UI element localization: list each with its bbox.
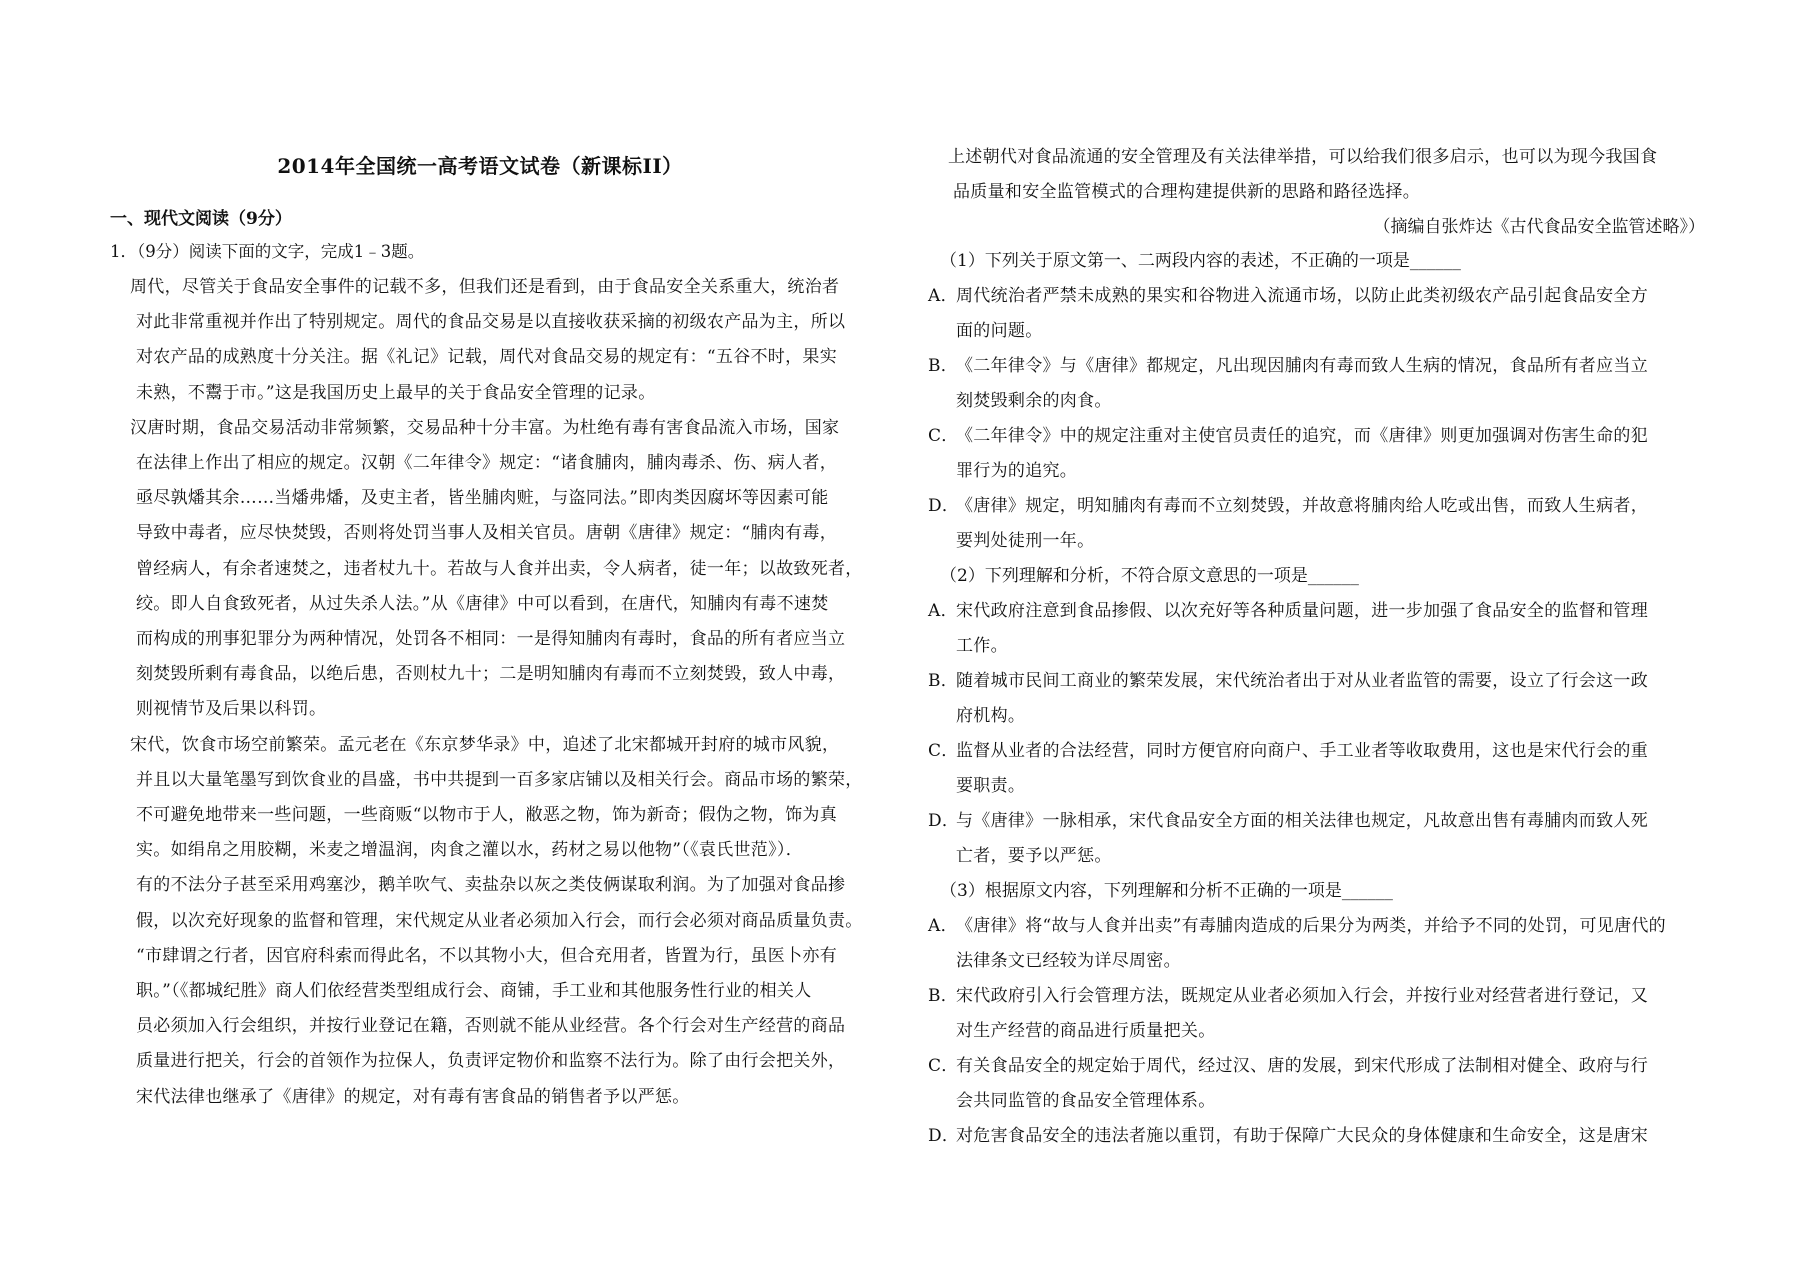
question-stem: （2）下列理解和分析，不符合原文意思的一项是______ [940, 566, 1359, 586]
option-letter: B． [928, 671, 959, 691]
option-text: 宋代政府注意到食品掺假、以次充好等各种质量问题，进一步加强了食品安全的监督和管理 [956, 601, 1648, 621]
passage-line: 实。如绢帛之用胶糊，米麦之增温润，肉食之灌以水，药材之易以他物”（《袁氏世范》）． [136, 840, 803, 861]
passage-line: 不可避免地带来一些问题，一些商贩“以物市于人，敝恶之物，饰为新奇；假伪之物，饰为真 [136, 805, 837, 825]
passage-source: （摘编自张炸达《古代食品安全监管述略》） [1373, 217, 1705, 237]
option-text: 对危害食品安全的违法者施以重罚，有助于保障广大民众的身体健康和生命安全，这是唐宋 [956, 1126, 1648, 1146]
passage-line: 宋代法律也继承了《唐律》的规定，对有毒有害食品的销售者予以严惩。 [136, 1086, 690, 1107]
option-text-continued: 要判处徒刑一年。 [956, 531, 1095, 551]
option-text-continued: 面的问题。 [956, 321, 1043, 341]
passage-line: 导致中毒者，应尽快焚毁，否则将处罚当事人及相关官员。唐朝《唐律》规定：“脯肉有毒， [136, 523, 837, 544]
answer-option [928, 1121, 1648, 1146]
option-text-continued: 要职责。 [956, 776, 1026, 796]
answer-option [928, 981, 1648, 1006]
passage-line: 对农产品的成熟度十分关注。据《礼记》记载，周代对食品交易的规定有：“五谷不时，果实 [136, 347, 837, 368]
answer-option [928, 421, 1648, 446]
option-letter: C． [928, 741, 959, 761]
question-stem: （3）根据原文内容，下列理解和分析不正确的一项是______ [940, 881, 1393, 901]
answer-option [928, 911, 1666, 936]
passage-line: 在法律上作出了相应的规定。汉朝《二年律令》规定：“诸食脯肉，脯肉毒杀、伤、病人者， [136, 453, 837, 473]
passage-line: 曾经病人，有余者速焚之，违者杖九十。若故与人食并出卖，令人病者，徒一年；以故致死者， [136, 558, 863, 579]
option-text-continued: 亡者，要予以严惩。 [956, 846, 1112, 866]
option-letter: D． [928, 811, 960, 831]
passage-line: 假，以次充好现象的监督和管理，宋代规定从业者必须加入行会，而行会必须对商品质量负责。 [136, 910, 863, 931]
answer-option [928, 666, 1648, 691]
option-text: 监督从业者的合法经营，同时方便官府向商户、手工业者等收取费用，这也是宋代行会的重 [956, 741, 1648, 761]
option-text-continued: 府机构。 [956, 706, 1026, 726]
passage-line: “市肆谓之行者，因官府科索而得此名，不以其物小大，但合充用者，皆置为行，虽医卜亦有 [136, 945, 837, 966]
option-text-continued: 对生产经营的商品进行质量把关。 [956, 1021, 1216, 1041]
option-text-continued: 会共同监管的食品安全管理体系。 [956, 1091, 1216, 1111]
conclusion-line: 品质量和安全监管模式的合理构建提供新的思路和路径选择。 [953, 182, 1421, 202]
answer-option [928, 351, 1648, 376]
answer-option [928, 281, 1648, 306]
option-text: 随着城市民间工商业的繁荣发展，宋代统治者出于对从业者监管的需要，设立了行会这一政 [956, 671, 1648, 691]
passage-line: 绞。即人自食致死者，从过失杀人法。”从《唐律》中可以看到，在唐代，知脯肉有毒不速焚 [136, 593, 829, 614]
passage-line: 则视情节及后果以科罚。 [136, 699, 327, 720]
passage-line: 周代，尽管关于食品安全事件的记载不多，但我们还是看到，由于食品安全关系重大，统治者 [130, 277, 840, 297]
option-text: 周代统治者严禁未成熟的果实和谷物进入流通市场，以防止此类初级农产品引起食品安全方 [956, 286, 1648, 306]
section-heading: 一、现代文阅读（9分） [110, 209, 292, 229]
question-head: 1．（9分）阅读下面的文字，完成1﹣3题。 [110, 242, 425, 261]
passage-line: 宋代，饮食市场空前繁荣。孟元老在《东京梦华录》中，追述了北宋都城开封府的城市风貌， [130, 734, 840, 755]
option-text: 《唐律》将“故与人食并出卖”有毒脯肉造成的后果分为两类，并给予不同的处罚，可见唐代的 [956, 916, 1666, 936]
option-letter: C． [928, 426, 959, 446]
option-text: 《二年律令》中的规定注重对主使官员责任的追究，而《唐律》则更加强调对伤害生命的犯 [956, 426, 1648, 446]
answer-option [928, 806, 1648, 831]
option-letter: B． [928, 356, 959, 376]
answer-option [928, 736, 1648, 761]
option-text-continued: 法律条文已经较为详尽周密。 [956, 951, 1181, 971]
passage-line: 并且以大量笔墨写到饮食业的昌盛，书中共提到一百多家店铺以及相关行会。商品市场的繁荣， [136, 769, 863, 790]
answer-option [928, 596, 1648, 621]
answer-option [928, 1051, 1648, 1076]
passage-line: 刻焚毁所剩有毒食品，以绝后患，否则杖九十；二是明知脯肉有毒而不立刻焚毁，致人中毒， [136, 664, 846, 685]
answer-option [928, 491, 1648, 516]
option-letter: A． [928, 916, 958, 936]
option-text: 有关食品安全的规定始于周代，经过汉、唐的发展，到宋代形成了法制相对健全、政府与行 [956, 1056, 1648, 1076]
passage-line: 员必须加入行会组织，并按行业登记在籍，否则就不能从业经营。各个行会对生产经营的商品 [136, 1016, 846, 1037]
option-text: 宋代政府引入行会管理方法，既规定从业者必须加入行会，并按行业对经营者进行登记，又 [956, 986, 1648, 1006]
option-text-continued: 罪行为的追究。 [956, 461, 1078, 481]
option-letter: A． [928, 601, 958, 621]
option-letter: D． [928, 496, 960, 516]
option-letter: D． [928, 1126, 960, 1146]
passage-line: 未熟，不鬻于市。”这是我国历史上最早的关于食品安全管理的记录。 [136, 382, 656, 403]
option-text: 《二年律令》与《唐律》都规定，凡出现因脯肉有毒而致人生病的情况，食品所有者应当立 [956, 356, 1648, 376]
option-letter: B． [928, 986, 959, 1006]
conclusion-line: 上述朝代对食品流通的安全管理及有关法律举措，可以给我们很多启示，也可以为现今我国食 [948, 147, 1658, 167]
option-letter: A． [928, 286, 958, 306]
option-letter: C． [928, 1056, 959, 1076]
option-text: 《唐律》规定，明知脯肉有毒而不立刻焚毁，并故意将脯肉给人吃或出售，而致人生病者， [956, 496, 1648, 516]
passage-line: 职。”（《都城纪胜》商人们依经营类型组成行会、商铺，手工业和其他服务性行业的相关人 [136, 981, 812, 1001]
question-stem: （1）下列关于原文第一、二两段内容的表述，不正确的一项是______ [940, 251, 1461, 271]
passage-line: 汉唐时期，食品交易活动非常频繁，交易品种十分丰富。为杜绝有毒有害食品流入市场，国家 [130, 417, 840, 438]
option-text-continued: 刻焚毁剩余的肉食。 [956, 391, 1112, 411]
option-text: 与《唐律》一脉相承，宋代食品安全方面的相关法律也规定，凡故意出售有毒脯肉而致人死 [956, 811, 1648, 831]
passage-line: 亟尽孰燔其余……当燔弗燔，及吏主者，皆坐脯肉赃，与盗同法。”即肉类因腐坏等因素可能 [136, 488, 829, 509]
passage-line: 质量进行把关，行会的首领作为拉保人，负责评定物价和监察不法行为。除了由行会把关外， [136, 1051, 846, 1072]
option-text-continued: 工作。 [956, 636, 1008, 656]
passage-line: 而构成的刑事犯罪分为两种情况，处罚各不相同：一是得知脯肉有毒时，食品的所有者应当立 [136, 629, 846, 649]
exam-title: 2014年全国统一高考语文试卷（新课标II） [277, 154, 683, 178]
passage-line: 对此非常重视并作出了特别规定。周代的食品交易是以直接收获采摘的初级农产品为主，所以 [136, 312, 846, 333]
passage-line: 有的不法分子甚至采用鸡塞沙，鹅羊吹气、卖盐杂以灰之类伎俩谋取利润。为了加强对食品掺 [136, 875, 846, 896]
